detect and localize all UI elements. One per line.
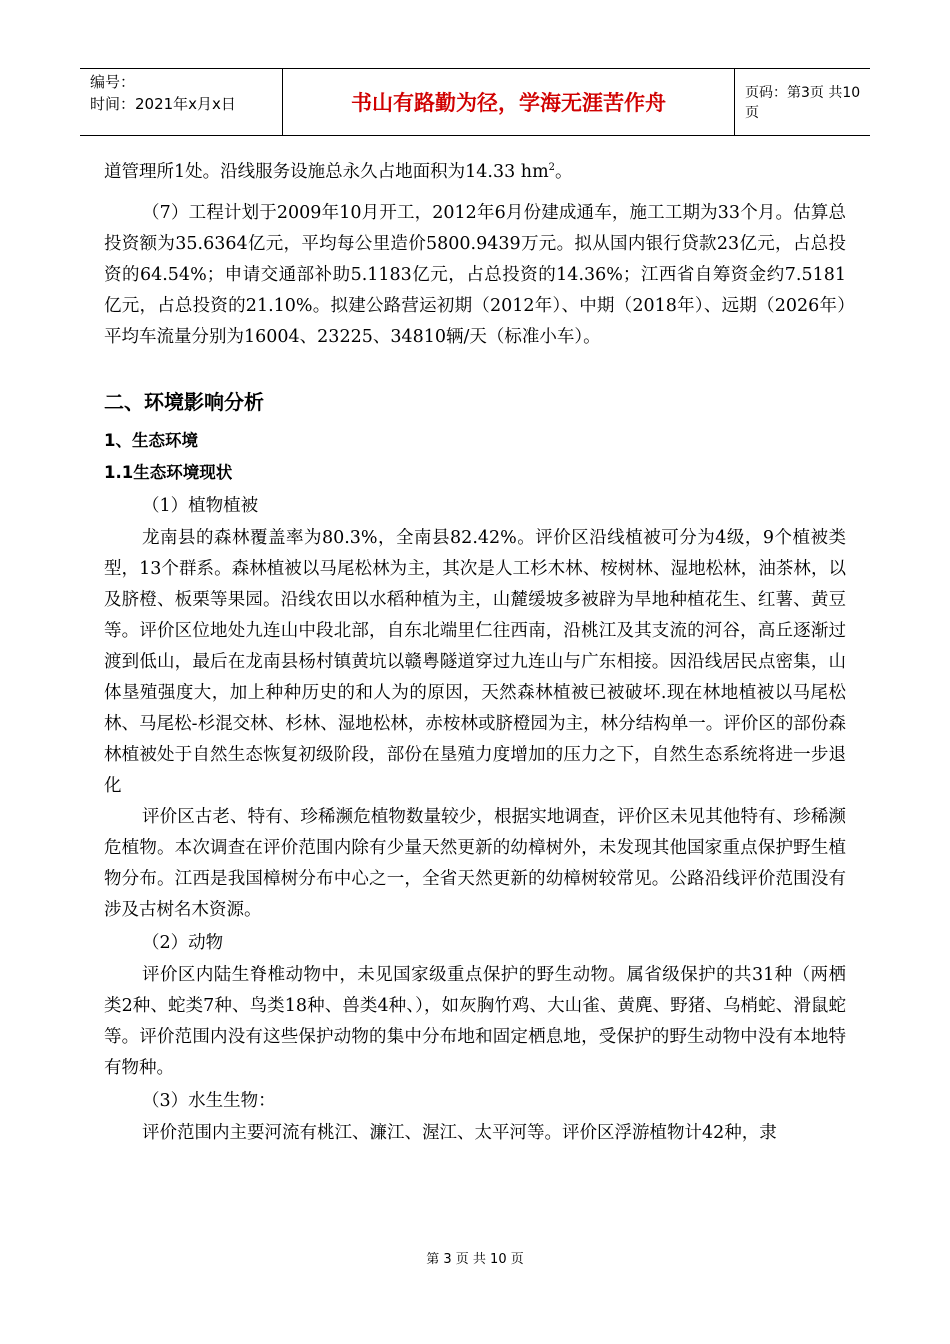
time-label: 时间：2021年x月x日 <box>90 95 236 113</box>
paragraph-end: 。 <box>555 161 573 182</box>
number-label: 编号： <box>90 73 136 91</box>
paragraph: 评价区内陆生脊椎动物中，未见国家级重点保护的野生动物。属省级保护的共31种（两栖类2种、蛇类7种、鸟类18种、兽类4种、），如灰胸竹鸡、大山雀、黄麂、野猪、乌梢蛇、滑鼠蛇等。评价范围内没有这些保护动物的集中分布地和固定栖息地，受保护的野生动物中没有本地特有物种。 <box>104 964 846 1078</box>
subsection-heading: 1、生态环境 <box>104 430 198 450</box>
section-heading: 二、环境影响分析 <box>104 389 264 414</box>
header-meta <box>80 69 282 135</box>
header-page-info: 页码：第3页 共10页 <box>745 85 861 121</box>
paragraph: 评价区古老、特有、珍稀濒危植物数量较少，根据实地调查，评价区未见其他特有、珍稀濒危植物。本次调查在评价范围内除有少量天然更新的幼樟树外，未发现其他国家重点保护野生植物分布。江西是我国樟树分布中心之一，全省天然更新的幼樟树较常见。公路沿线评价范围没有涉及古树名木资源。 <box>104 806 846 920</box>
paragraph: 评价范围内主要河流有桃江、濂江、渥江、太平河等。评价区浮游植物计42种，隶 <box>142 1122 777 1143</box>
header-motto: 书山有路勤为径，学海无涯苦作舟 <box>282 69 735 135</box>
item-heading: （2）动物 <box>142 932 224 953</box>
paragraph <box>104 152 846 188</box>
item-heading: （1）植物植被 <box>142 495 259 516</box>
page-footer: 第 3 页 共 10 页 <box>426 1252 524 1267</box>
paragraph: 龙南县的森林覆盖率为80.3%，全南县82.42%。评价区沿线植被可分为4级，9个植被类型，13个群系。森林植被以马尾松林为主，其次是人工杉木林、桉树林、湿地松林，油茶林，以及脐橙、板栗等果园。沿线农田以水稻种植为主，山麓缓坡多被辟为旱地种植花生、红薯、黄豆等。评价区位地处九连山中段北部，自东北端里仁往西南，沿桃江及其支流的河谷，高丘逐渐过渡到低山，最后在龙南县杨村镇黄坑以赣粤隧道穿过九连山与广东相接。因沿线居民点密集，山体垦殖强度大，加上种种历史的和人为的原因，天然森林植被已被破坏.现在林地植被以马尾松林、马尾松-杉混交林、杉林、湿地松林，赤桉林或脐橙园为主，林分结构单一。评价区的部份森林植被处于自然生态恢复初级阶段，部份在垦殖力度增加的压力之下，自然生态系统将进一步退化 <box>104 527 846 796</box>
document-header <box>80 68 870 136</box>
item-heading: （3）水生生物： <box>142 1090 276 1111</box>
paragraph-text: 道管理所1处。沿线服务设施总永久占地面积为14.33 hm <box>104 161 549 182</box>
superscript: 2 <box>548 162 556 173</box>
paragraph: （7）工程计划于2009年10月开工，2012年6月份建成通车，施工工期为33个月。估算总投资额为35.6364亿元，平均每公里造价5800.9439万元。拟从国内银行贷款23亿元，占总投资的64.54%；申请交通部补助5.1183亿元，占总投资的14.36%；江西省自筹资金约7.5181亿元，占总投资的21.10%。拟建公路营运初期（2012年）、中期（2018年）、远期（2026年）平均车流量分别为16004、23225、34810辆/天（标准小车）。 <box>104 202 846 347</box>
document-body <box>104 152 846 1149</box>
subsection-heading: 1.1生态环境现状 <box>104 462 233 482</box>
